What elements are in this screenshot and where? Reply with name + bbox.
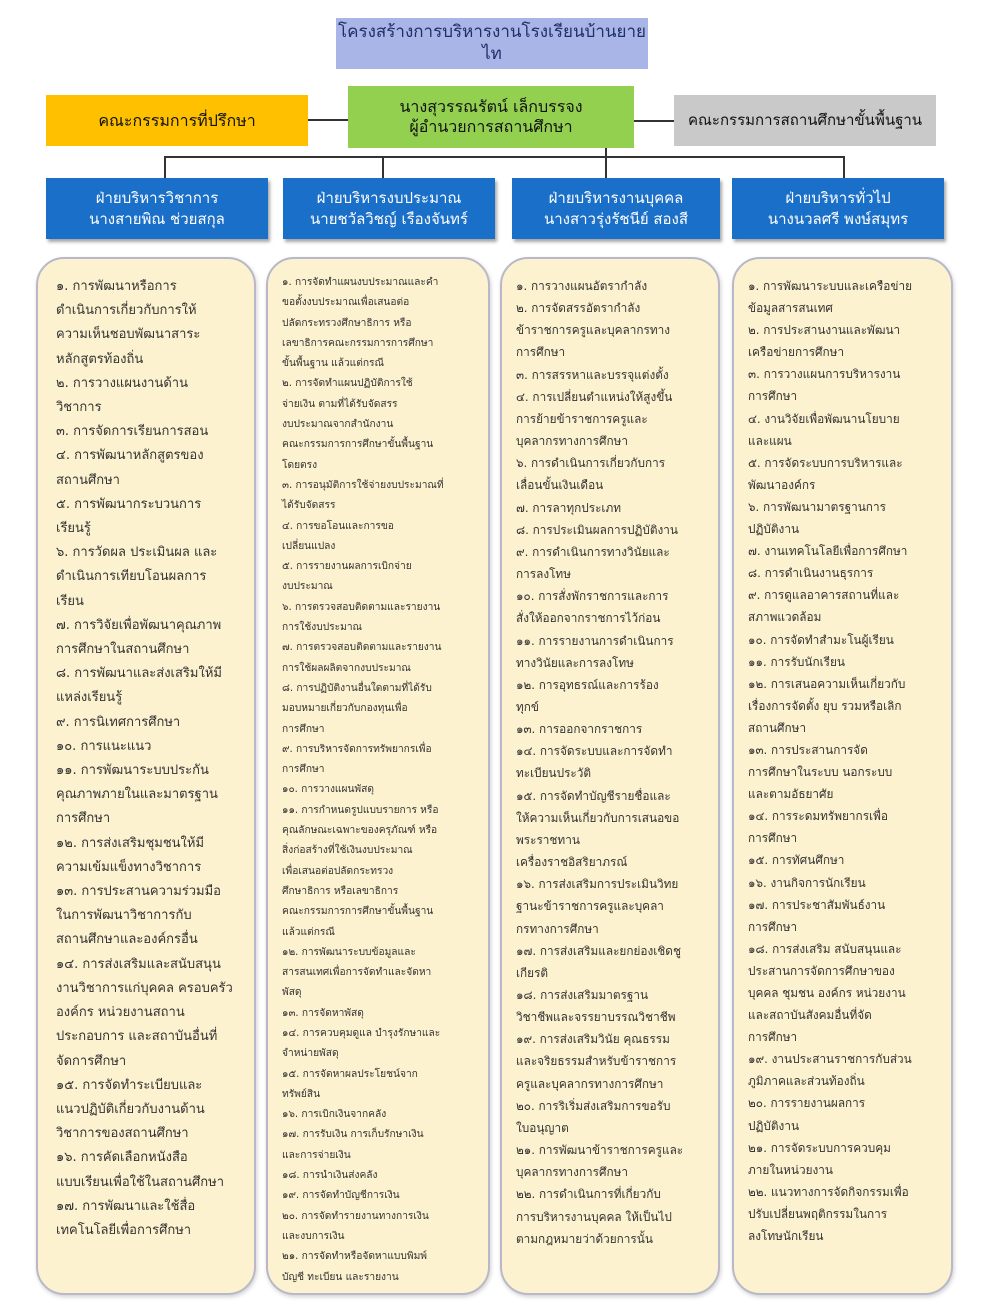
duty-item: ๑. การวางแผนอัตรากำลัง — [516, 279, 648, 293]
duty-item: ๑. การจัดทำแผนงบประมาณและคำ ขอตั้งงบประมาณเพื่อเสนอต่อ ปลัดกระทรวงศึกษาธิการ หรือ เลขาธิการคณะกรรมการการศึกษา ขั้นพื้นฐาน แล้วแต่กรณี — [282, 277, 439, 370]
duty-item: ๗. การตรวจสอบติดตามและรายงาน การใช้ผลผลิตจากงบประมาณ — [282, 642, 442, 674]
duty-item: ๓. การสรรหาและบรรจุแต่งตั้ง — [516, 367, 669, 382]
director-name: นางสุวรรณรัตน์ เล็กบรรจง — [399, 97, 583, 116]
connector-dept-academic — [164, 156, 166, 178]
dept-academic-head: นางสายพิณ ช่วยสกุล — [89, 209, 225, 228]
duty-item: ๑๓. การจัดหาพัสดุ — [282, 1007, 364, 1019]
duty-item: ๒๑. การพัฒนาข้าราชการครูและ บุคลากรทางการศึกษา — [516, 1143, 684, 1180]
director-position: ผู้อำนวยการสถานศึกษา — [409, 117, 573, 136]
duty-item: ๑๗. การส่งเสริมและยกย่องเชิดชู เกียรติ — [516, 943, 681, 980]
duty-item: ๓. การอนุมัติการใช้จ่ายงบประมาณที่ ได้รับจัดสรร — [282, 479, 444, 512]
personnel-duties-list — [516, 275, 708, 1250]
advisory-committee-box — [46, 95, 308, 146]
duty-item: ๔. งานวิจัยเพื่อพัฒนานโยบาย และแผน — [748, 411, 900, 448]
duty-item: ๕. การจัดระบบการบริหารและ พัฒนาองค์กร — [748, 455, 903, 492]
duty-item: ๖. การตรวจสอบติดตามและรายงาน การใช้งบประมาณ — [282, 601, 441, 634]
dept-budget-head: นายชวัลวิชญ์ เรืองจันทร์ — [310, 209, 468, 228]
dept-general-head: นางนวลศรี พงษ์สมุทร — [767, 209, 909, 228]
duty-item: ๒๐. การริเริ่มส่งเสริมการขอรับ ใบอนุญาต — [516, 1098, 671, 1135]
duty-item: ๑๒. การส่งเสริมชุมชนให้มี ความเข้มแข็งทางวิชาการ — [56, 835, 205, 875]
duty-item: ๑๙. การส่งเสริมวินัย คุณธรรม และจริยธรรมสำหรับข้าราชการ ครูและบุคลากรทางการศึกษา — [516, 1032, 677, 1091]
duty-item: ๙. การบริหารจัดการทรัพยากรเพื่อ การศึกษา — [282, 743, 432, 776]
duty-item: ๑๗. การพัฒนาและใช้สื่อ เทคโนโลยีเพื่อการศึกษา — [56, 1198, 196, 1238]
duty-item: ๑๑. การกำหนดรูปแบบรายการ หรือ คุณลักษณะเฉพาะของครุภัณฑ์ หรือ สิ่งก่อสร้างที่ใช้เงินงบประมาณ เพื่อเสนอต่อปลัดกระทรวง ศึกษาธิการ หรือเลขาธิการ คณะกรรมการการศึกษาขั้นพื้นฐาน แล้วแต่กรณี — [282, 804, 439, 938]
dept-personnel-box — [512, 178, 720, 239]
duty-item: ๑๐. การสั่งพักราชการและการ สั่งให้ออกจากราชการไว้ก่อน — [516, 589, 669, 626]
duty-item: ๑๕. การทัศนศึกษา — [748, 853, 845, 868]
duty-item: ๑๓. การออกจากราชการ — [516, 722, 643, 737]
duty-item: ๑๔. การจัดระบบและการจัดทำ ทะเบียนประวัติ — [516, 744, 673, 781]
duty-item: ๓. การวางแผนการบริหารงาน การศึกษา — [748, 367, 901, 404]
duty-item: ๘. การประเมินผลการปฏิบัติงาน — [516, 522, 678, 537]
budget-duties-list — [282, 273, 480, 1288]
duty-item: ๒๑. การจัดทำหรือจัดหาแบบพิมพ์ บัญชี ทะเบียน และรายงาน — [282, 1251, 428, 1283]
duty-item: ๙. การนิเทศการศึกษา — [56, 714, 181, 730]
general-duties-panel — [732, 257, 953, 1295]
duty-item: ๑๑. การพัฒนาระบบประกัน คุณภาพภายในและมาตรฐาน การศึกษา — [56, 763, 218, 827]
connector-dept-personnel — [605, 156, 607, 178]
duty-item: ๗. การวิจัยเพื่อพัฒนาคุณภาพ การศึกษาในสถานศึกษา — [56, 617, 222, 658]
school-board-label: คณะกรรมการสถานศึกษาขั้นพื้นฐาน — [687, 111, 923, 130]
duty-item: ๑๘. การส่งเสริม สนับสนุนและ ประสานการจัดการศึกษาของ บุคคล ชุมชน องค์กร หน่วยงาน และสถาบันสังคมอื่นที่จัด การศึกษา — [748, 941, 906, 1045]
school-board-box — [674, 95, 936, 146]
duty-item: ๓. การจัดการเรียนการสอน — [56, 424, 209, 440]
duty-item: ๙. การดูแลอาคารสถานที่และ สภาพแวดล้อม — [748, 588, 900, 625]
duty-item: ๒๐. การจัดทำรายงานทางการเงิน และงบการเงิน — [282, 1210, 429, 1242]
duty-item: ๒๑. การจัดระบบการควบคุม ภายในหน่วยงาน — [748, 1140, 891, 1177]
connector-dept-budget — [382, 156, 384, 178]
duty-item: ๑๙. งานประสานราชการกับส่วน ภูมิภาคและส่วนท้องถิ่น — [748, 1052, 912, 1089]
duty-item: ๗. งานเทคโนโลยีเพื่อการศึกษา — [748, 544, 908, 559]
duty-item: ๑๙. การจัดทำบัญชีการเงิน — [282, 1190, 400, 1202]
duty-item: ๑๘. การนำเงินส่งคลัง — [282, 1170, 378, 1182]
chart-title-text: โครงสร้างการบริหารงานโรงเรียนบ้านยายไท — [337, 22, 647, 64]
dept-budget-box — [283, 178, 495, 239]
duty-item: ๑. การพัฒนาระบบและเครือข่าย ข้อมูลสารสนเทศ — [748, 279, 912, 316]
duty-item: ๑๒. การพัฒนาระบบข้อมูลและ สารสนเทศเพื่อการจัดทำและจัดหา พัสดุ — [282, 946, 432, 999]
duty-item: ๒. การจัดสรรอัตรากำลัง ข้าราชการครูและบุคลากรทาง การศึกษา — [516, 301, 671, 360]
duty-item: ๘. การดำเนินงานธุรการ — [748, 566, 874, 581]
connector-advisory-director — [308, 119, 348, 121]
duty-item: ๑๒. การเสนอความเห็นเกี่ยวกับ เรื่องการจัดตั้ง ยุบ รวมหรือเลิก สถานศึกษา — [748, 676, 906, 735]
duty-item: ๗. การลาทุกประเภท — [516, 500, 621, 515]
dept-academic-box — [46, 178, 268, 239]
duty-item: ๑๒. การอุทธรณ์และการร้อง ทุกข์ — [516, 677, 659, 714]
duty-item: ๑๐. การจัดทำสำมะโนผู้เรียน — [748, 632, 894, 647]
dept-budget-name: ฝ่ายบริหารงบประมาณ — [316, 188, 462, 207]
duty-item: ๑๐. การวางแผนพัสดุ — [282, 784, 374, 796]
duty-item: ๘. การพัฒนาและส่งเสริมให้มี แหล่งเรียนรู้ — [56, 666, 222, 706]
duty-item: ๑๕. การจัดทำระเบียบและ แนวปฏิบัติเกี่ยวกับงานด้าน วิชาการของสถานศึกษา — [56, 1077, 205, 1142]
duty-item: ๑๓. การประสานการจัด การศึกษาในระบบ นอกระบบ และตามอัธยาศัย — [748, 742, 893, 802]
advisory-committee-label: คณะกรรมการที่ปรึกษา — [98, 110, 256, 130]
duty-item: ๒. การจัดทำแผนปฏิบัติการใช้ จ่ายเงิน ตามที่ได้รับจัดสรร งบประมาณจากสำนักงาน คณะกรรมการการศึกษาขั้นพื้นฐาน โดยตรง — [282, 378, 434, 471]
duty-item: ๕. การพัฒนากระบวนการ เรียนรู้ — [56, 496, 202, 537]
duty-item: ๖. การดำเนินการเกี่ยวกับการ เลื่อนขั้นเงินเดือน — [516, 456, 666, 493]
duty-item: ๑๔. การระดมทรัพยากรเพื่อ การศึกษา — [748, 809, 888, 846]
dept-personnel-head: นางสาวรุ่งรัชนีย์ สองสี — [543, 209, 689, 228]
duty-item: ๑๕. การจัดทำบัญชีรายชื่อและ ให้ความเห็นเกี่ยวกับการเสนอขอ พระราชทาน เครื่องราชอิสริยาภรณ์ — [516, 788, 680, 870]
duty-item: ๑๔. การส่งเสริมและสนับสนุน งานวิชาการแก่บุคคล ครอบครัว องค์กร หน่วยงานสถาน ประกอบการ และสถาบันอื่นที่ จัดการศึกษา — [56, 956, 233, 1069]
duty-item: ๑๖. การส่งเสริมการประเมินวิทย ฐานะข้าราชการครูและบุคลา กรทางการศึกษา — [516, 877, 679, 936]
duty-item: ๑๔. การควบคุมดูแล บำรุงรักษาและ จำหน่ายพัสดุ — [282, 1027, 441, 1060]
duty-item: ๖. การวัดผล ประเมินผล และ ดำเนินการเทียบโอนผลการ เรียน — [56, 545, 218, 609]
duty-item: ๑๕. การจัดหาผลประโยชน์จาก ทรัพย์สิน — [282, 1068, 418, 1100]
personnel-duties-panel — [500, 257, 720, 1295]
dept-general-box — [732, 178, 944, 239]
connector-director-board — [634, 120, 674, 122]
duty-item: ๒๐. การรายงานผลการ ปฏิบัติงาน — [748, 1096, 866, 1133]
duty-item: ๑๖. การเบิกเงินจากคลัง — [282, 1109, 387, 1121]
dept-personnel-name: ฝ่ายบริหารงานบุคคล — [548, 188, 684, 207]
duty-item: ๕. การรายงานผลการเบิกจ่าย งบประมาณ — [282, 561, 412, 593]
duty-item: ๒. การวางแผนงานด้าน วิชาการ — [56, 375, 188, 416]
duty-item: ๑๑. การรายงานการดำเนินการ ทางวินัยและการลงโทษ — [516, 633, 674, 670]
duty-item: ๔. การพัฒนาหลักสูตรของ สถานศึกษา — [56, 448, 204, 488]
duty-item: ๑๖. การคัดเลือกหนังสือ แบบเรียนเพื่อใช้ในสถานศึกษา — [56, 1150, 225, 1190]
duty-item: ๒. การประสานงานและพัฒนา เครือข่ายการศึกษา — [748, 323, 901, 360]
duty-item: ๘. การปฏิบัติงานอื่นใดตามที่ได้รับ มอบหมายเกี่ยวกับกองทุนเพื่อ การศึกษา — [282, 682, 432, 735]
duty-item: ๑๘. การส่งเสริมมาตรฐาน วิชาชีพและจรรยาบรรณวิชาชีพ — [516, 988, 676, 1025]
duty-item: ๑๗. การรับเงิน การเก็บรักษาเงิน และการจ่ายเงิน — [282, 1129, 424, 1161]
duty-item: ๔. การเปลี่ยนตำแหน่งให้สูงขึ้น การย้ายข้าราชการครูและ บุคลากรทางการศึกษา — [516, 389, 673, 449]
academic-duties-panel — [36, 257, 256, 1295]
duty-item: ๑๖. งานกิจการนักเรียน — [748, 875, 866, 890]
duty-item: ๒๒. การดำเนินการที่เกี่ยวกับ การบริหารงานบุคคล ให้เป็นไป ตามกฎหมายว่าด้วยการนั้น — [516, 1187, 672, 1246]
duty-item: ๙. การดำเนินการทางวินัยและ การลงโทษ — [516, 544, 670, 582]
duty-item: ๑๐. การแนะแนว — [56, 738, 152, 754]
academic-duties-list — [56, 275, 242, 1243]
chart-title — [336, 18, 648, 69]
duty-item: ๑๓. การประสานความร่วมมือ ในการพัฒนาวิชาการกับ สถานศึกษาและองค์กรอื่น — [56, 884, 221, 948]
director-box — [348, 86, 634, 148]
duty-item: ๑. การพัฒนาหรือการ ดำเนินการเกี่ยวกับการให้ ความเห็นชอบพัฒนาสาระ หลักสูตรท้องถิ่น — [56, 279, 201, 367]
duty-item: ๒๒. แนวทางการจัดกิจกรรมเพื่อ ปรับเปลี่ยนพฤติกรรมในการ ลงโทษนักเรียน — [748, 1184, 909, 1244]
budget-duties-panel — [266, 257, 490, 1295]
duty-item: ๑๑. การรับนักเรียน — [748, 654, 845, 669]
duty-item: ๔. การขอโอนและการขอ เปลี่ยนแปลง — [282, 520, 394, 552]
connector-horizontal-bus — [164, 156, 844, 158]
duty-item: ๑๗. การประชาสัมพันธ์งาน การศึกษา — [748, 897, 886, 934]
dept-general-name: ฝ่ายบริหารทั่วไป — [785, 188, 891, 207]
dept-academic-name: ฝ่ายบริหารวิชาการ — [95, 188, 219, 207]
duty-item: ๖. การพัฒนามาตรฐานการ ปฏิบัติงาน — [748, 499, 886, 537]
general-duties-list — [748, 275, 941, 1247]
connector-dept-general — [843, 156, 845, 178]
